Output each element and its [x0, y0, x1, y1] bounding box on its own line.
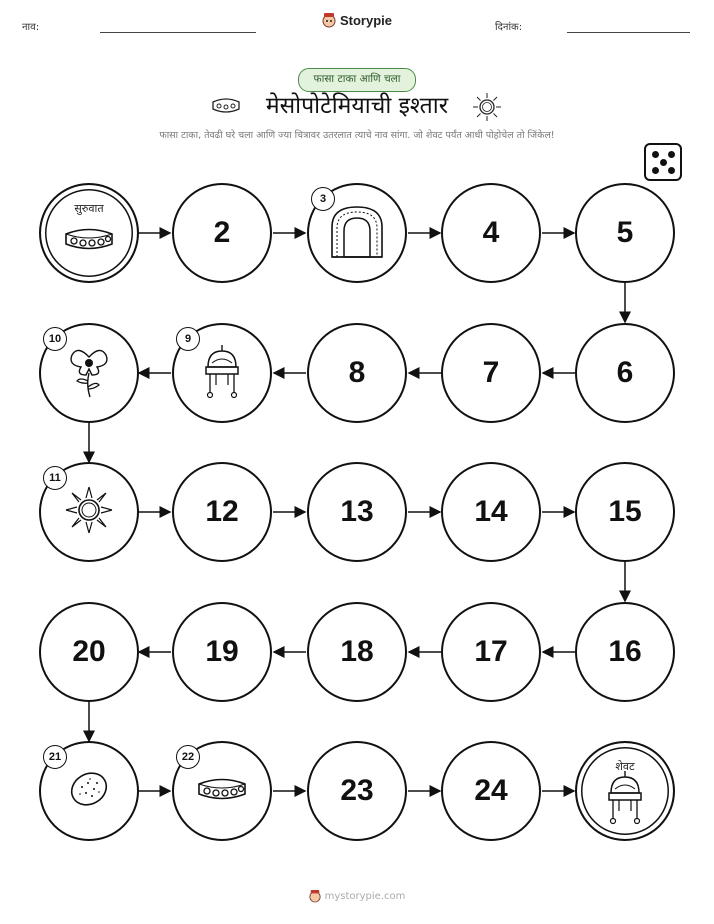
- cell-label: शेवट: [615, 760, 635, 773]
- name-label: नाव:: [22, 22, 40, 33]
- cell-number: 17: [474, 635, 508, 668]
- crown-icon: [200, 343, 244, 403]
- cell-number: 13: [340, 495, 374, 528]
- board-cell: [575, 462, 675, 562]
- footer-url[interactable]: mystorypie.com: [324, 890, 406, 902]
- instructions: फासा टाका, तेवढी घरे चला आणि ज्या चित्रावर उतरलात त्याचे नाव सांगा. जो शेवट पर्यंत आधी पोहोचेल तो जिंकेल!: [159, 130, 555, 141]
- cell-number-badge: 3: [311, 187, 335, 211]
- brand-name: Storypie: [339, 12, 392, 28]
- board-cell: [441, 602, 541, 702]
- board-cell: [575, 183, 675, 283]
- page-title: मेसोपोटेमियाची इश्तार: [265, 93, 449, 119]
- ring-icon: [62, 222, 116, 260]
- cell-number-badge: 11: [43, 466, 67, 490]
- game-type-badge: फासा टाका आणि चला: [298, 68, 416, 92]
- cell-number: 14: [474, 495, 508, 528]
- board-cell: [307, 741, 407, 841]
- bread-icon: [66, 769, 112, 813]
- cell-number-badge: 21: [43, 745, 67, 769]
- ishtar-gate-icon: [328, 203, 386, 263]
- crown-icon: [603, 769, 647, 829]
- board-cell: [172, 462, 272, 562]
- storypie-logo-icon: [309, 889, 321, 903]
- cell-number-badge: 9: [176, 327, 200, 351]
- board-cell: [575, 323, 675, 423]
- cell-number-badge: 10: [43, 327, 67, 351]
- cell-number: 23: [340, 774, 374, 807]
- cell-number: 8: [348, 356, 366, 389]
- start-cell: [39, 183, 139, 283]
- board-cell: [441, 323, 541, 423]
- cell-number: 18: [340, 635, 374, 668]
- footer: [0, 889, 714, 906]
- cell-number: 15: [608, 495, 642, 528]
- board-cell: [172, 602, 272, 702]
- board-cell: [172, 183, 272, 283]
- ring-icon: [195, 772, 249, 810]
- board-cell: [39, 602, 139, 702]
- board-cell: [307, 602, 407, 702]
- finish-cell: [575, 741, 675, 841]
- cell-number: 2: [213, 216, 231, 249]
- sun-icon: [64, 485, 114, 539]
- board-cell: [307, 323, 407, 423]
- cell-number: 6: [616, 356, 634, 389]
- poppy-icon: [66, 343, 112, 403]
- cell-number: 19: [205, 635, 239, 668]
- board-cell: [575, 602, 675, 702]
- cell-number: 16: [608, 635, 642, 668]
- board-cell: [307, 462, 407, 562]
- board-cell: [441, 462, 541, 562]
- cell-label: सुरुवात: [74, 202, 104, 215]
- cell-number: 4: [482, 216, 500, 249]
- board-cell: [441, 183, 541, 283]
- board-cell: [441, 741, 541, 841]
- date-label: दिनांक:: [495, 22, 523, 33]
- cell-number-badge: 22: [176, 745, 200, 769]
- cell-number: 20: [72, 635, 106, 668]
- cell-number: 12: [205, 495, 239, 528]
- cell-number: 24: [474, 774, 508, 807]
- cell-number: 5: [616, 216, 634, 249]
- cell-number: 7: [482, 356, 500, 389]
